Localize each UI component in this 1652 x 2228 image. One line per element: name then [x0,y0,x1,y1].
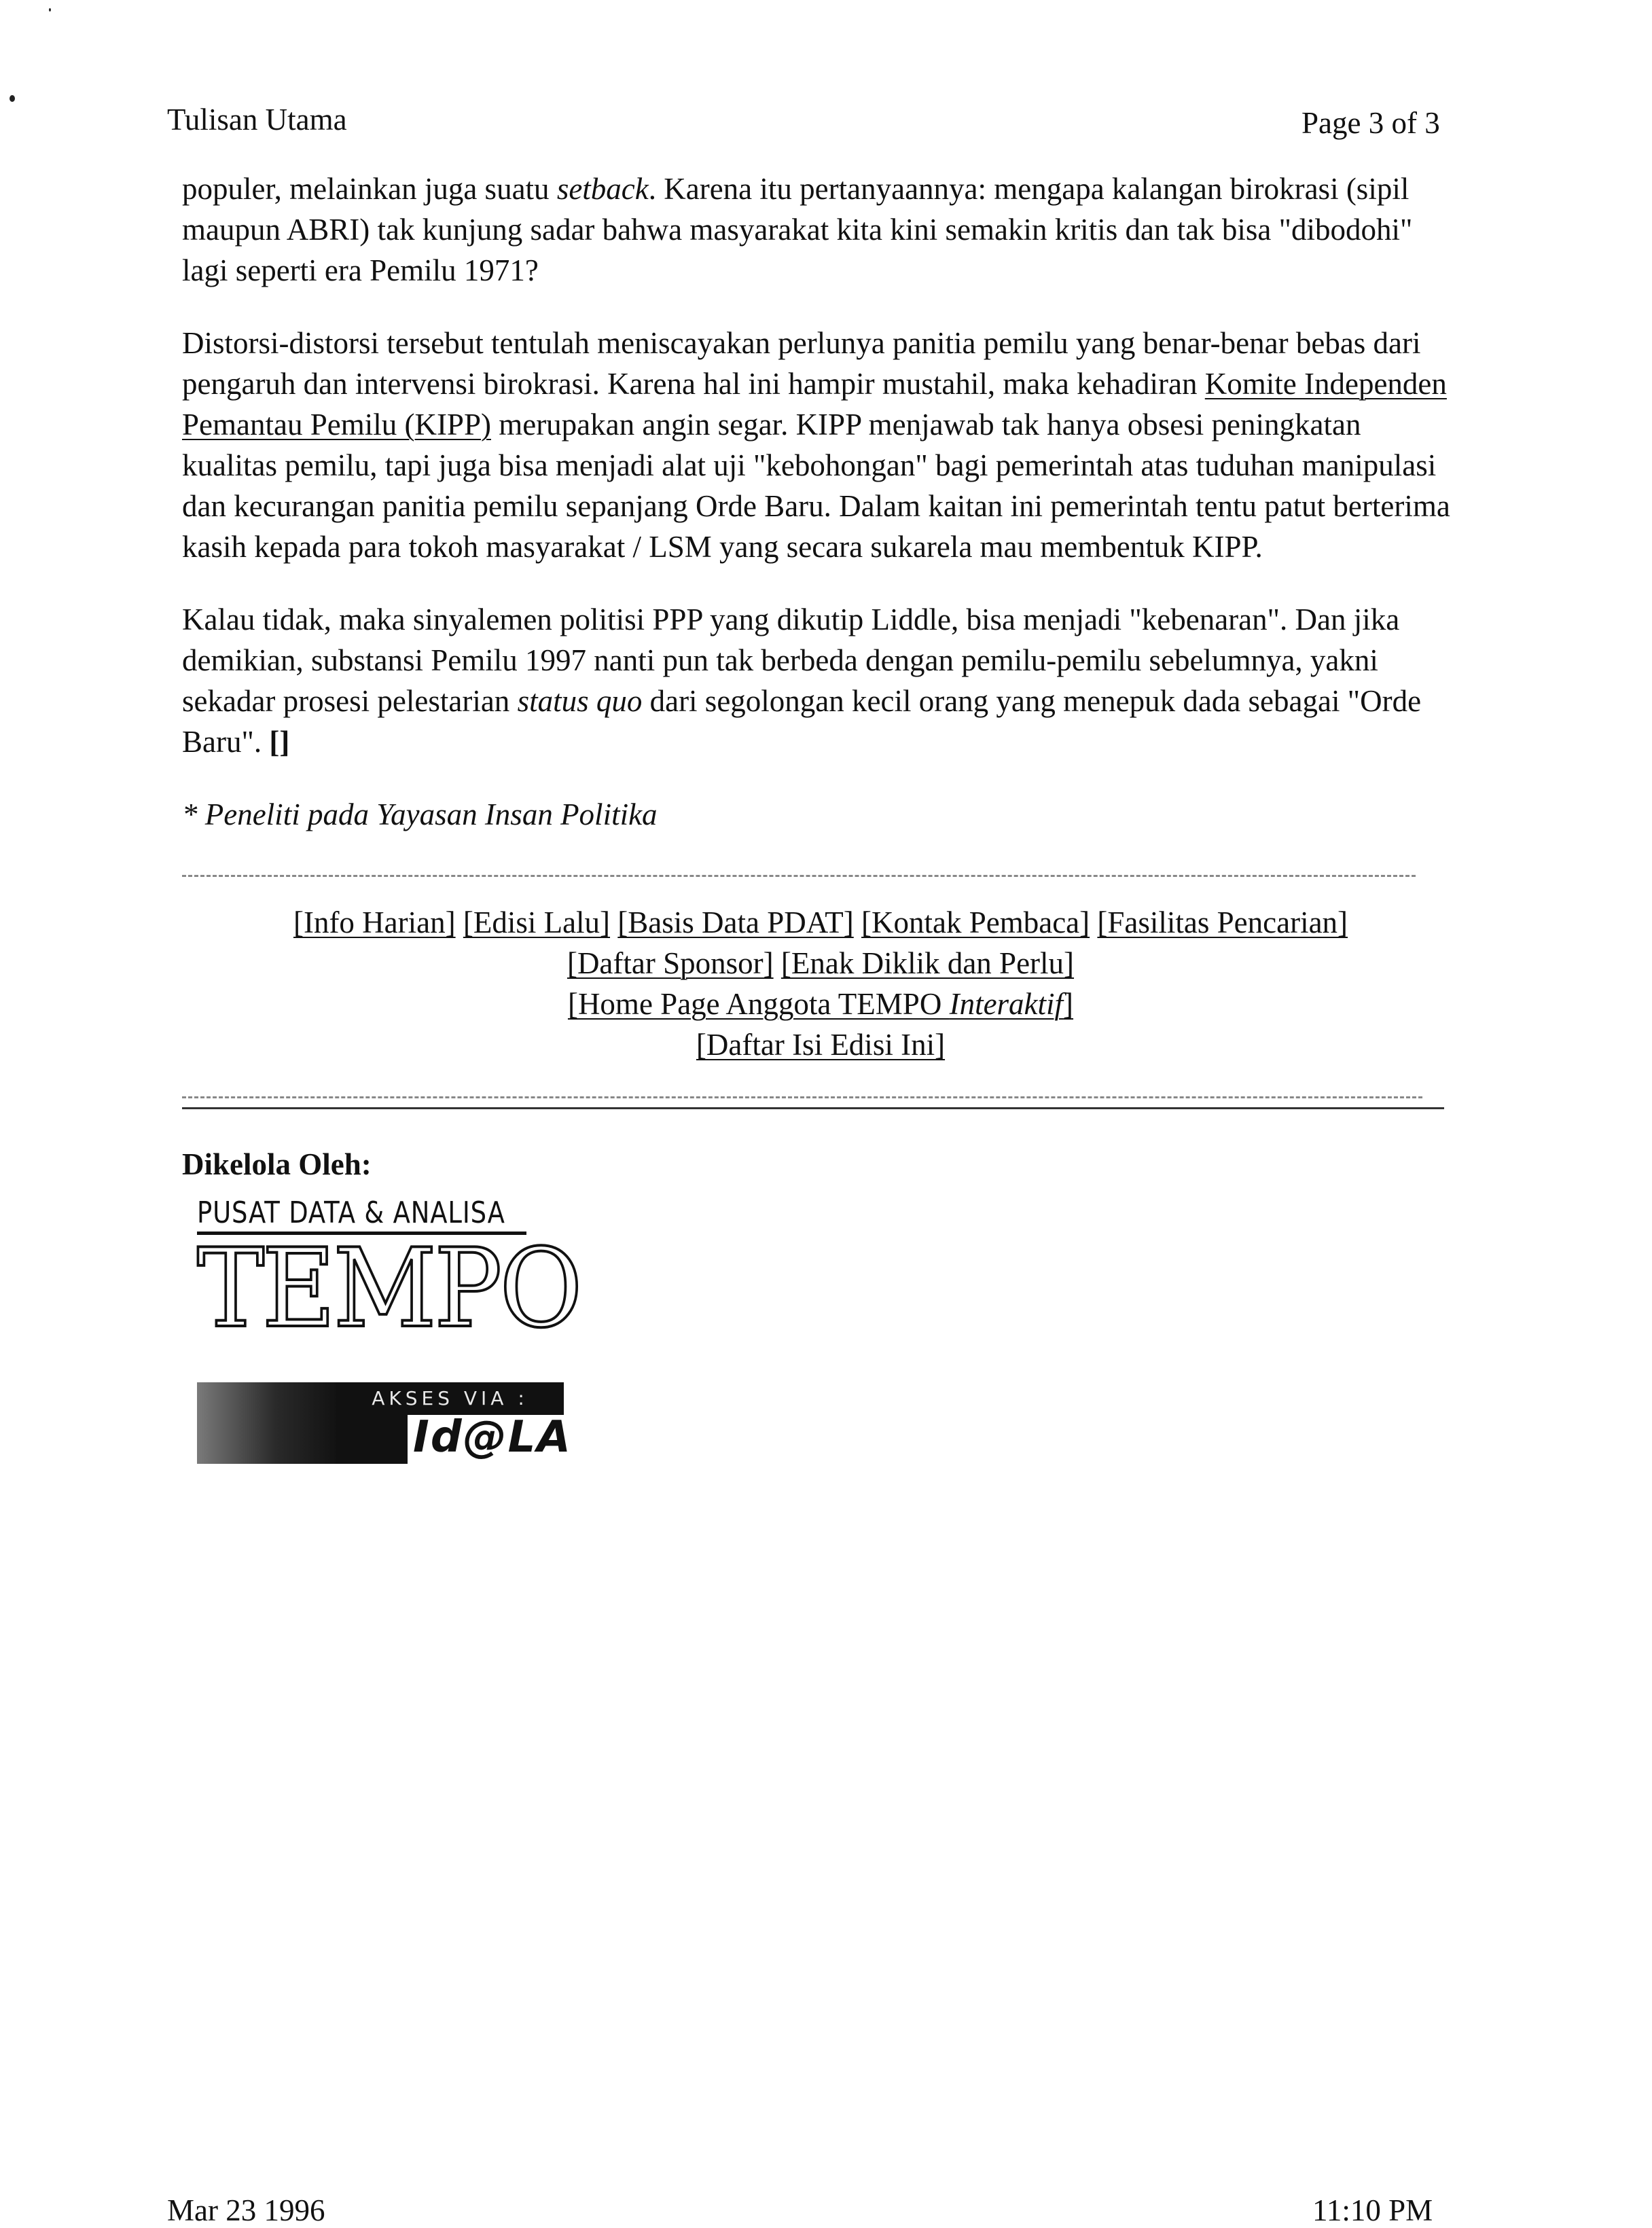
text-run: merupakan angin segar. KIPP menjawab tak hanya obsesi peningkatan kualitas pemilu, tapi juga bisa menjadi alat uji "kebohongan" bagi pemerintah atas tuduhan manipulasi dan kecurangan panitia pemilu sepanjang Orde Baru. Dalam kaitan ini pemerintah tentu patut berterima kasih kepada para tokoh masyarakat / LSM yang secara sukarela mau membentuk KIPP. [182,408,1450,564]
nav-daftar-sponsor[interactable]: [Daftar Sponsor] [567,946,774,980]
nav-row [182,902,1459,943]
page-header-title: Tulisan Utama [167,103,347,137]
badge-block [336,1415,408,1464]
text-run: dari segolongan kecil orang yang menepuk dada sebagai "Orde Baru". [182,684,1422,759]
badge-gradient [197,1382,340,1464]
nav-fasilitas-pencarian[interactable]: [Fasilitas Pencarian] [1097,905,1348,939]
kipp-link[interactable]: Komite Independen Pemantau Pemilu (KIPP) [182,367,1447,442]
italic-term: status quo [517,684,643,718]
nav-daftar-isi[interactable]: [Daftar Isi Edisi Ini] [696,1028,946,1062]
nav-edisi-lalu[interactable]: [Edisi Lalu] [463,905,611,939]
logo-subtitle: PUSAT DATA & ANALISA [197,1196,505,1230]
badge-caption: AKSES VIA : [336,1382,564,1415]
badge-wordmark: Id@LA [413,1412,572,1462]
print-time: 11:10 PM [1312,2193,1433,2227]
nav-row [182,984,1459,1024]
author-footnote: * Peneliti pada Yayasan Insan Politika [182,797,658,831]
nav-basis-data[interactable]: [Basis Data PDAT] [617,905,854,939]
paragraph-3 [182,599,1459,762]
italic-term: setback [556,172,649,206]
paragraph-2 [182,323,1459,567]
link-text: [Home Page Anggota TEMPO [567,987,950,1021]
print-date: Mar 23 1996 [167,2193,325,2227]
text-run: populer, melainkan juga suatu [182,172,557,206]
akses-via-badge[interactable] [197,1382,572,1464]
article-body [182,168,1459,867]
paragraph-1 [182,168,1459,291]
nav-home-page-anggota[interactable] [568,987,1073,1021]
divider [182,1107,1444,1109]
nav-row [182,943,1459,984]
nav-enak-diklik[interactable]: [Enak Diklik dan Perlu] [780,946,1075,980]
logo-wordmark: TEMPO [197,1225,580,1352]
tempo-logo[interactable] [197,1196,580,1352]
scan-speck [49,8,51,12]
nav-kontak-pembaca[interactable]: [Kontak Pembaca] [861,905,1090,939]
text-run: Distorsi-distorsi tersebut tentulah meniscayakan perlunya panitia pemilu yang benar-benar bebas dari pengaruh dan intervensi birokrasi. Karena hal ini hampir mustahil, maka kehadiran [182,326,1421,401]
link-text: ] [1063,987,1074,1021]
page-number: Page 3 of 3 [1301,106,1440,140]
nav-info-harian[interactable]: [Info Harian] [293,905,456,939]
divider [182,875,1416,877]
end-mark: [] [269,725,290,759]
managed-by-label: Dikelola Oleh: [182,1147,372,1181]
text-run: Kalau tidak, maka sinyalemen politisi PPP yang dikutip Liddle, bisa menjadi "kebenaran". Dan jika demikian, substansi Pemilu 1997 nanti pun tak berbeda dengan pemilu-pemilu sebelumnya, yakni sekadar prosesi pelestarian [182,603,1400,718]
nav-row [182,1024,1459,1065]
text-run: . Karena itu pertanyaannya: mengapa kalangan birokrasi (sipil maupun ABRI) tak kunjung sadar bahwa masyarakat kita kini semakin kritis dan tak bisa "dibodohi" lagi seperti era Pemilu 1971? [182,172,1413,287]
divider [182,1096,1422,1098]
scan-speck [10,95,15,102]
footer-nav [182,902,1459,1065]
link-text-italic: Interaktif [949,987,1064,1021]
